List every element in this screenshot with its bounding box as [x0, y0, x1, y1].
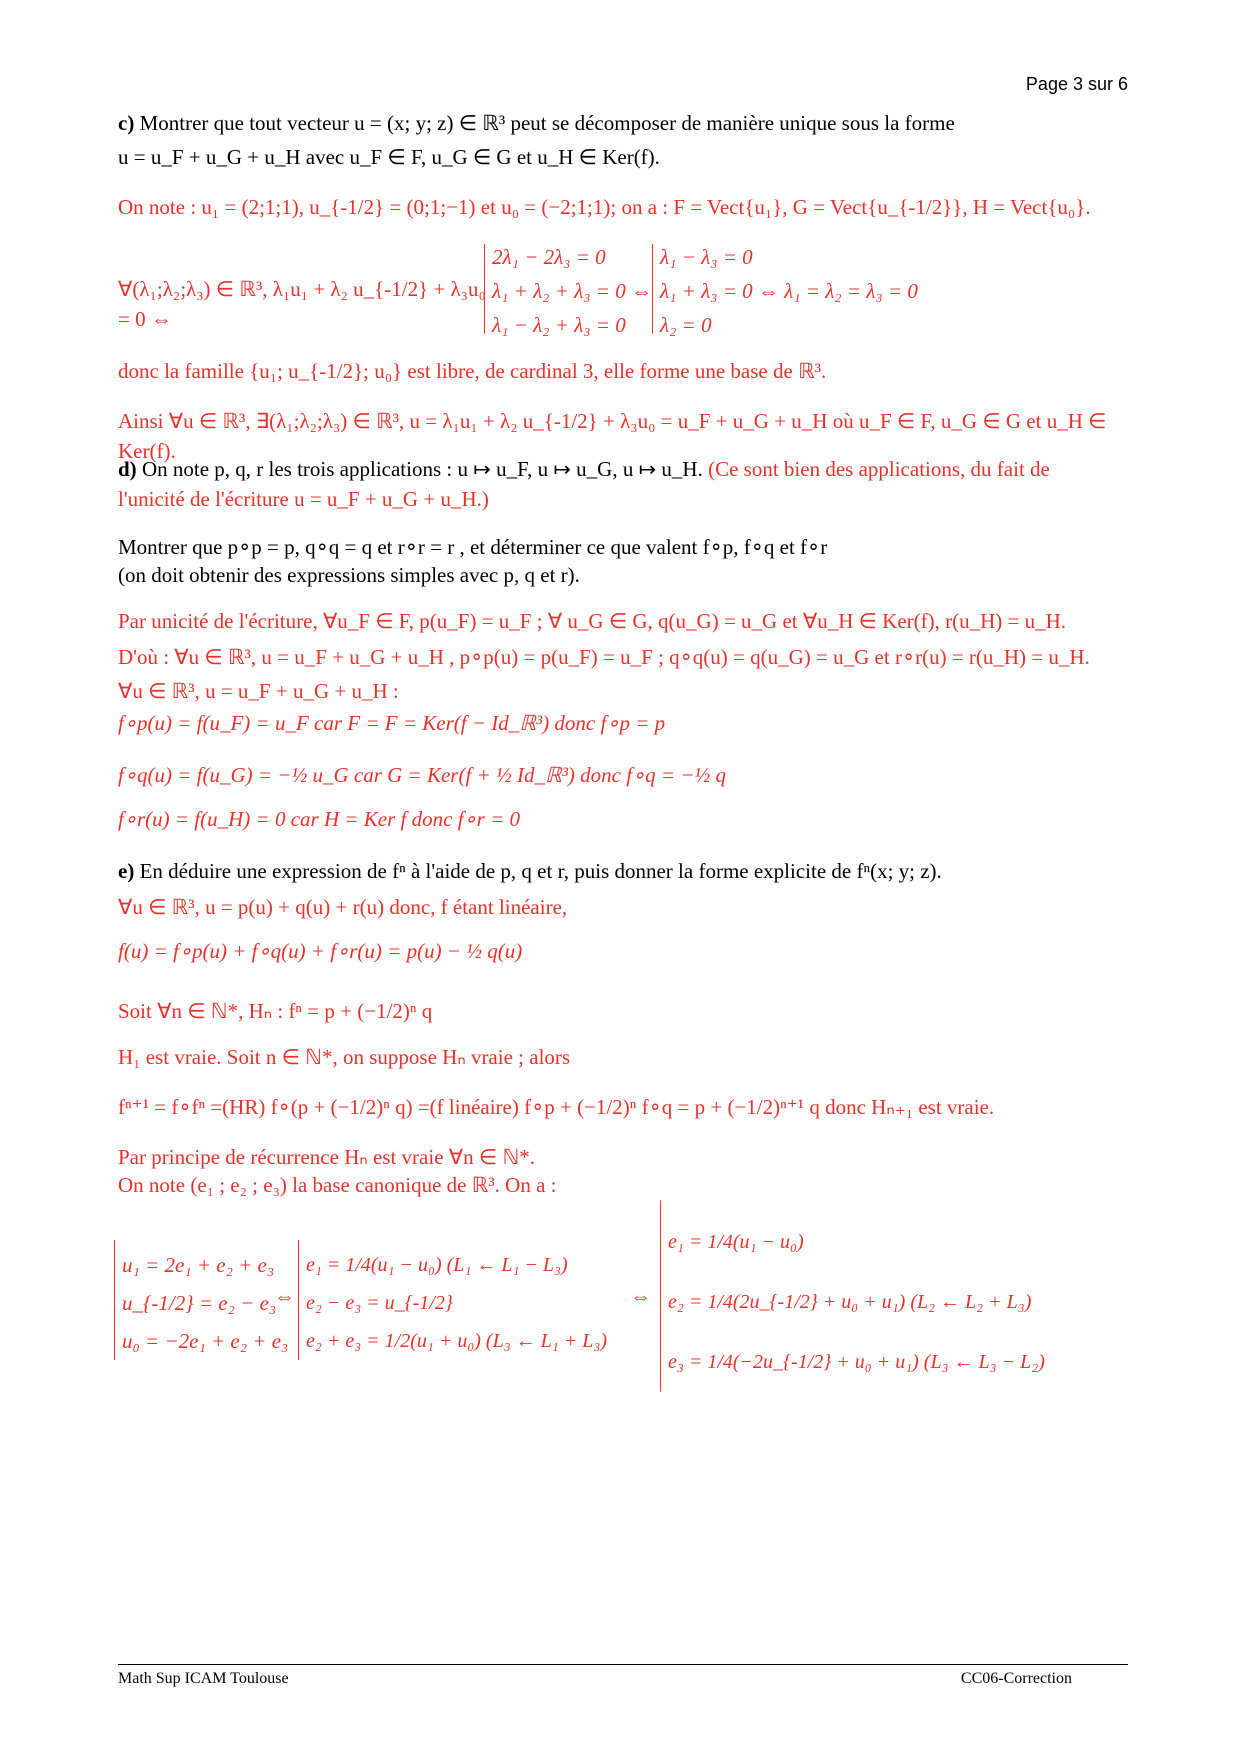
system-1: [492, 240, 652, 342]
answer-c-free-family: donc la famille {u₁; u_{-1/2}; u₀} est libre, de cardinal 3, elle forme une base de ℝ³.: [118, 359, 827, 383]
footer-right: CC06-Correction: [960, 1670, 1072, 1687]
question-label: d): [118, 457, 137, 481]
question-note: (Ce sont bien des applications, du fait de: [702, 457, 1050, 481]
question-label: e): [118, 859, 135, 883]
system-brace: [298, 1240, 299, 1360]
answer-d-line3: ∀u ∈ ℝ³, u = u_F + u_G + u_H :: [118, 679, 399, 703]
answer-d-fp: f∘p(u) = f(u_F) = u_F car F = F = Ker(f − Id_ℝ³) donc f∘p = p: [118, 711, 666, 735]
system-line: e₂ = 1/4(2u_{-1/2} + u₀ + u₁) (L₂ ← L₂ + L₃): [668, 1291, 1032, 1313]
system-c: [668, 1212, 1045, 1392]
answer-d-line2: D'où : ∀u ∈ ℝ³, u = u_F + u_G + u_H , p∘p(u) = p(u_F) = u_F ; q∘q(u) = q(u_G) = u_G et r∘r(u) = r(u_H) = u_H.: [118, 645, 1090, 669]
system-brace: [660, 1200, 661, 1392]
system-line: λ₁ + λ₂ + λ₃ = 0 ⇔: [492, 279, 652, 303]
system-brace: [114, 1240, 115, 1360]
system-line: λ₁ − λ₃ = 0: [660, 245, 753, 269]
question-text: On note p, q, r les trois applications : u ↦ u_F, u ↦ u_G, u ↦ u_H.: [136, 457, 703, 481]
footer-divider: [118, 1664, 1128, 1665]
answer-d-line1: Par unicité de l'écriture, ∀u_F ∈ F, p(u_F) = u_F ; ∀ u_G ∈ G, q(u_G) = u_G et ∀u_H ∈ Ker(f), r(u_H) = u_H.: [118, 609, 1067, 633]
question-c-line2: u = u_F + u_G + u_H avec u_F ∈ F, u_G ∈ G et u_H ∈ Ker(f).: [118, 145, 660, 169]
answer-e-line1: ∀u ∈ ℝ³, u = p(u) + q(u) + r(u) donc, f étant linéaire,: [118, 895, 568, 919]
system-b: [306, 1246, 607, 1360]
answer-e-canonical-basis: On note (e₁ ; e₂ ; e₃) la base canonique de ℝ³. On a :: [118, 1173, 557, 1197]
system-line: e₃ = 1/4(−2u_{-1/2} + u₀ + u₁) (L₃ ← L₃ − L₂): [668, 1351, 1045, 1373]
footer-left: Math Sup ICAM Toulouse: [118, 1670, 289, 1687]
question-c: [118, 108, 1128, 138]
answer-e-induction-start: H₁ est vraie. Soit n ∈ ℕ*, on suppose Hₙ vraie ; alors: [118, 1045, 571, 1069]
page-number: Page 3 sur 6: [1025, 74, 1128, 94]
answer-d-fr: f∘r(u) = f(u_H) = 0 car H = Ker f donc f∘r = 0: [118, 807, 521, 831]
iff-symbol: ⇔: [630, 1284, 651, 1308]
system-line: λ₁ − λ₂ + λ₃ = 0: [492, 313, 626, 337]
answer-c-conclusion: Ainsi ∀u ∈ ℝ³, ∃(λ₁;λ₂;λ₃) ∈ ℝ³, u = λ₁u₁ + λ₂ u_{-1/2} + λ₃u₀ = u_F + u_G + u_H où u_F ∈ F, u_G ∈ G et u_H ∈ Ker(f).: [118, 409, 1107, 463]
question-d-line3: Montrer que p∘p = p, q∘q = q et r∘r = r , et déterminer ce que valent f∘p, f∘q et f∘r: [118, 535, 828, 559]
answer-e-line2: f(u) = f∘p(u) + f∘q(u) + f∘r(u) = p(u) − ½ q(u): [118, 939, 523, 963]
question-text: En déduire une expression de fⁿ à l'aide de p, q et r, puis donner la forme explicite de fⁿ(x; y; z).: [134, 859, 942, 883]
answer-c-system-left: ∀(λ₁;λ₂;λ₃) ∈ ℝ³, λ₁u₁ + λ₂ u_{-1/2} + λ₃u₀ = 0 ⇔: [118, 277, 486, 331]
answer-c-notation: On note : u₁ = (2;1;1), u_{-1/2} = (0;1;−1) et u₀ = (−2;1;1); on a : F = Vect{u₁}, G = Vect{u_{-1/2}}, H = Vect{u₀}.: [118, 195, 1091, 219]
question-d-line4: (on doit obtenir des expressions simples avec p, q et r).: [118, 563, 580, 587]
system-brace: [652, 244, 653, 334]
answer-e-hypothesis: Soit ∀n ∈ ℕ*, Hₙ : fⁿ = p + (−1/2)ⁿ q: [118, 999, 433, 1023]
system-line: λ₁ + λ₃ = 0 ⇔ λ₁ = λ₂ = λ₃ = 0: [660, 279, 918, 303]
system-a: [122, 1246, 288, 1360]
answer-e-induction-step: fⁿ⁺¹ = f∘fⁿ =(HR) f∘(p + (−1/2)ⁿ q) =(f linéaire) f∘p + (−1/2)ⁿ f∘q = p + (−1/2)ⁿ⁺¹ q donc Hₙ₊₁ est vraie.: [118, 1095, 995, 1119]
question-label: c): [118, 111, 135, 135]
system-line: 2λ₁ − 2λ₃ = 0: [492, 245, 606, 269]
iff-symbol: ⇔: [274, 1284, 295, 1308]
system-line: e₂ − e₃ = u_{-1/2}: [306, 1292, 453, 1314]
system-line: u₀ = −2e₁ + e₂ + e₃: [122, 1329, 289, 1353]
question-e: [118, 856, 1128, 886]
system-2: [660, 240, 918, 342]
system-line: u_{-1/2} = e₂ − e₃: [122, 1291, 277, 1315]
question-d-note-line2: l'unicité de l'écriture u = u_F + u_G + u_H.): [118, 487, 489, 511]
system-line: u₁ = 2e₁ + e₂ + e₃: [122, 1253, 275, 1277]
question-d: [118, 454, 1128, 484]
system-line: λ₂ = 0: [660, 313, 712, 337]
system-brace: [484, 244, 485, 334]
answer-e-induction-conclusion: Par principe de récurrence Hₙ est vraie ∀n ∈ ℕ*.: [118, 1145, 536, 1169]
system-line: e₂ + e₃ = 1/2(u₁ + u₀) (L₃ ← L₁ + L₃): [306, 1330, 607, 1352]
answer-d-fq: f∘q(u) = f(u_G) = −½ u_G car G = Ker(f + ½ Id_ℝ³) donc f∘q = −½ q: [118, 763, 727, 787]
system-line: e₁ = 1/4(u₁ − u₀): [668, 1231, 804, 1253]
question-text: Montrer que tout vecteur u = (x; y; z) ∈ ℝ³ peut se décomposer de manière unique sous la forme: [134, 111, 955, 135]
system-line: e₁ = 1/4(u₁ − u₀) (L₁ ← L₁ − L₃): [306, 1254, 568, 1276]
